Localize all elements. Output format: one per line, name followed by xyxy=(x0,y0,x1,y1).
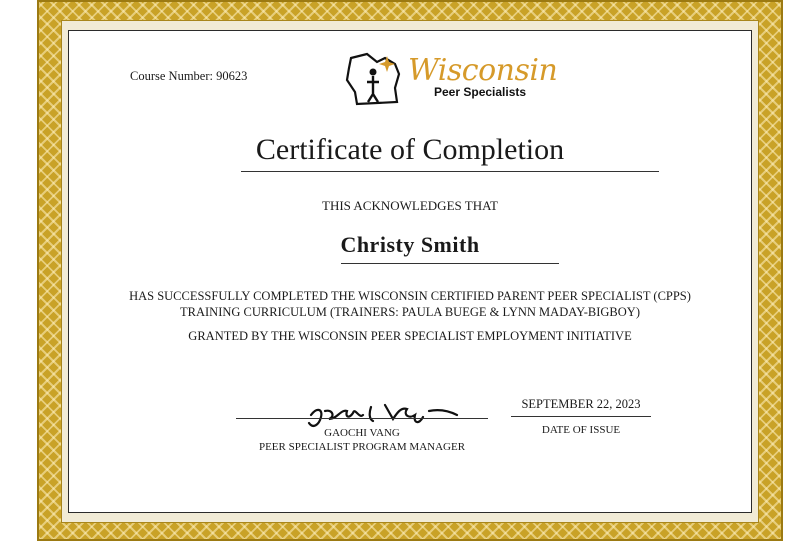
logo-title: Wisconsin xyxy=(408,53,558,88)
course-number xyxy=(130,69,247,84)
certificate-body xyxy=(68,30,752,513)
issue-date: SEPTEMBER 22, 2023 xyxy=(521,397,641,411)
decorative-celtic-border xyxy=(37,0,783,541)
granted-by-statement: GRANTED BY THE WISCONSIN PEER SPECIALIST EMPLOYMENT INITIATIVE xyxy=(188,329,632,343)
title-underline xyxy=(241,171,659,172)
certificate-title: Certificate of Completion xyxy=(255,133,565,166)
completion-statement xyxy=(69,288,751,320)
recipient-name: Christy Smith xyxy=(340,232,480,257)
date-line xyxy=(511,416,651,417)
signature-line xyxy=(236,418,488,419)
course-number-value: 90623 xyxy=(216,69,248,83)
completion-line-1: HAS SUCCESSFULLY COMPLETED THE WISCONSIN CERTIFIED PARENT PEER SPECIALIST (CPPS) xyxy=(129,289,691,303)
recipient-underline xyxy=(341,263,559,264)
logo-subtitle: Peer Specialists xyxy=(434,85,527,99)
issue-date-label: DATE OF ISSUE xyxy=(541,424,621,436)
signer-name: GAOCHI VANG xyxy=(324,427,400,439)
signer-title: PEER SPECIALIST PROGRAM MANAGER xyxy=(258,441,466,453)
course-number-label: Course Number: xyxy=(130,69,213,83)
acknowledges-text: THIS ACKNOWLEDGES THAT xyxy=(322,198,498,213)
completion-line-2: TRAINING CURRICULUM (TRAINERS: PAULA BUEGE & LYNN MADAY-BIGBOY) xyxy=(180,305,640,319)
signer-block xyxy=(236,426,488,454)
